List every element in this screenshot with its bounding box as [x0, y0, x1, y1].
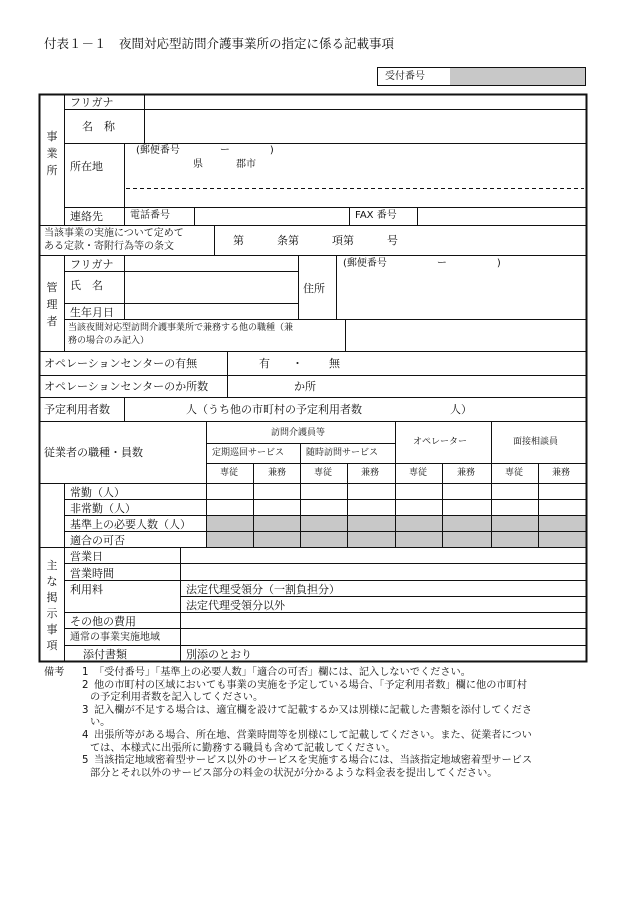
- staff-row-suitability: 適合の可否: [70, 534, 125, 547]
- staff-row-fulltime: 常勤（人）: [70, 486, 125, 499]
- note-text: 部分とそれ以外のサービス部分の料金の状況が分かるような料金表を提出してください。: [90, 767, 498, 779]
- manager-other-duty-1: 当該夜間対応型訪問介護事業所で兼務する他の職種（兼: [68, 323, 294, 333]
- office-fax-label: FAX 番号: [355, 210, 397, 221]
- note-item: [44, 755, 604, 780]
- office-contact-label: 連絡先: [70, 210, 103, 223]
- office-furigana-label: フリガナ: [70, 96, 114, 109]
- operation-center-count-unit: か所: [294, 380, 316, 393]
- planned-users-label: 予定利用者数: [44, 403, 110, 416]
- col-dual-4: 兼務: [552, 468, 571, 478]
- office-name-label: 名 称: [82, 120, 115, 133]
- col-dual-3: 兼務: [457, 468, 476, 478]
- notes-section: [44, 667, 604, 780]
- manager-postal-code[interactable]: (郵便番号 ー ): [343, 258, 501, 269]
- note-text: 出張所等がある場合、所在地、営業時間等を別様にして記載してください。また、従業者につい: [94, 729, 532, 741]
- fee-label: 利用料: [70, 583, 103, 596]
- attachment-label: 添付書類: [83, 648, 127, 661]
- office-phone-label: 電話番号: [130, 210, 170, 221]
- note-text: 記入欄が不足する場合は、適宜欄を設けて記載するか又は別様に記載した書類を添付してくださ: [94, 704, 533, 716]
- note-text: の予定利用者数を記入してください。: [90, 692, 264, 704]
- operation-center-dot: ・: [292, 357, 303, 370]
- main-items-section-label: 主な掲示事項: [46, 559, 58, 652]
- note-text: 当該指定地域密着型サービス以外のサービスを実施する場合には、当該指定地域密着型サービス: [94, 755, 533, 767]
- staff-row-parttime: 非常勤（人）: [70, 502, 136, 515]
- note-text: ては、本様式に出張所に勤務する職員も含めて記載してください。: [90, 742, 396, 754]
- note-text: 他の市町村の区域においても事業の実施を予定している場合、「予定利用者数」欄に他の市町村: [94, 679, 527, 691]
- staff-label: 従業者の職種・員数: [44, 446, 143, 459]
- onsite-service-header: 随時訪問サービス: [306, 448, 379, 458]
- regulation-label-1: 当該事業の実施について定めて: [44, 228, 184, 239]
- business-days-label: 営業日: [70, 550, 103, 563]
- manager-section-label: 管理者: [46, 281, 58, 328]
- note-number: 2: [82, 679, 89, 691]
- note-number: 3: [82, 704, 89, 716]
- col-dual-1: 兼務: [268, 468, 287, 478]
- staff-row-required: 基準上の必要人数（人）: [70, 518, 191, 531]
- visit-group-header: 訪問介護員等: [271, 428, 326, 438]
- operation-center-yes[interactable]: 有: [259, 357, 270, 370]
- receipt-label: 受付番号: [385, 71, 425, 82]
- note-item: [44, 680, 604, 705]
- office-address-label: 所在地: [70, 160, 103, 173]
- col-full-1: 専従: [220, 468, 239, 478]
- fee-proxy-label: 法定代理受領分（一割負担分）: [186, 583, 340, 596]
- operation-center-exists-label: オペレーションセンターの有無: [44, 357, 198, 370]
- note-text: 「受付番号」「基準上の必要人数」「適合の可否」欄には、記入しないでください。: [94, 667, 471, 678]
- notes-label: 備考: [44, 667, 65, 678]
- attachment-value: 別添のとおり: [186, 648, 252, 661]
- note-number: 4: [82, 729, 89, 741]
- regular-service-header: 定期巡回サービス: [212, 448, 285, 458]
- manager-address-label: 住所: [303, 282, 325, 295]
- manager-name-label: 氏 名: [70, 279, 103, 292]
- regulation-article[interactable]: 第 条第 項第 号: [233, 234, 398, 247]
- other-fees-label: その他の費用: [70, 615, 136, 628]
- regulation-label-2: ある定款・寄附行為等の条文: [44, 241, 174, 252]
- note-item: [44, 705, 604, 730]
- col-dual-2: 兼務: [361, 468, 380, 478]
- planned-users-text[interactable]: 人（うち他の市町村の予定利用者数 人）: [186, 403, 472, 416]
- manager-birthdate-label: 生年月日: [70, 306, 114, 319]
- note-number: 1: [82, 667, 89, 678]
- operation-center-no[interactable]: 無: [329, 357, 340, 370]
- office-county: 郡市: [236, 159, 256, 170]
- note-text: い。: [90, 717, 111, 729]
- office-section-label: 事業所: [46, 130, 58, 177]
- fee-other-label: 法定代理受領分以外: [186, 599, 285, 612]
- note-item: [44, 667, 604, 680]
- col-full-2: 専従: [314, 468, 333, 478]
- business-hours-label: 営業時間: [70, 567, 114, 580]
- page-title: 付表１－１ 夜間対応型訪問介護事業所の指定に係る記載事項: [44, 36, 395, 51]
- operator-header: オペレーター: [413, 437, 468, 447]
- col-full-3: 専従: [409, 468, 428, 478]
- office-postal-code[interactable]: (郵便番号 ー ): [136, 145, 274, 156]
- manager-other-duty-2: 務の場合のみ記入）: [68, 336, 150, 346]
- operation-center-count-label: オペレーションセンターのか所数: [44, 380, 209, 393]
- note-item: [44, 730, 604, 755]
- service-area-label: 通常の事業実施地域: [70, 632, 160, 643]
- office-prefecture: 県: [193, 159, 203, 170]
- interviewer-header: 面接相談員: [513, 437, 559, 447]
- col-full-4: 専従: [505, 468, 524, 478]
- note-number: 5: [82, 755, 89, 767]
- manager-furigana-label: フリガナ: [70, 258, 114, 271]
